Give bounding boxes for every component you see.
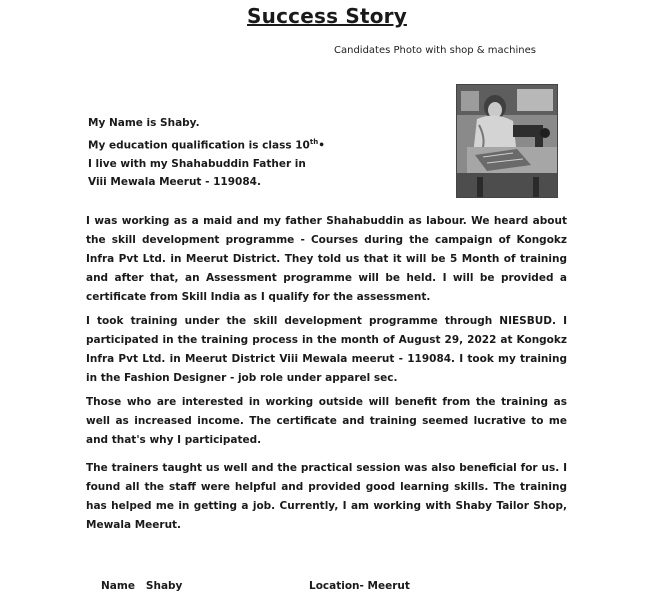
education-bullet: • [318, 139, 325, 151]
footer-location: Location- Meerut [309, 580, 410, 592]
education-text: My education qualification is class 10 [88, 139, 310, 151]
intro-line-education [88, 133, 325, 155]
photo-caption: Candidates Photo with shop & machines [334, 45, 536, 56]
education-superscript: th [309, 137, 319, 146]
paragraph-background: I was working as a maid and my father Shahabuddin as labour. We heard about the skill development programme - Courses during the campaign of Kongokz Infra Pvt Ltd. in Meerut District. They told us that it will be 5 Month of training and after that, an Assessment programme will be held. I will be provided a certificate from Skill India as I qualify for the assessment. [86, 215, 567, 303]
footer-name: Name Shaby [101, 580, 183, 592]
intro-line-residence: I live with my Shahabuddin Father in [88, 157, 306, 170]
page-title: Success Story [247, 4, 407, 28]
candidate-photo [456, 84, 558, 198]
paragraph-outcome: The trainers taught us well and the practical session was also beneficial for us. I found all the staff were helpful and provided good learning skills. The training has helped me in getting a job. Currently, I am working with Shaby Tailor Shop, Mewala Meerut. [86, 462, 567, 531]
paragraph-training: I took training under the skill development programme through NIESBUD. I participated in the training process in the month of August 29, 2022 at Kongokz Infra Pvt Ltd. in Meerut District Viii Mewala meerut - 119084. I took my training in the Fashion Designer - job role under apparel sec. [86, 315, 567, 384]
paragraph-benefits: Those who are interested in working outside will benefit from the training as well as increased income. The certificate and training seemed lucrative to me and that's why I participated. [86, 396, 567, 446]
intro-line-name: My Name is Shaby. [88, 117, 200, 129]
candidate-photo-image [457, 85, 557, 197]
intro-block [88, 114, 325, 192]
intro-line-address: Viii Mewala Meerut - 119084. [88, 176, 261, 188]
